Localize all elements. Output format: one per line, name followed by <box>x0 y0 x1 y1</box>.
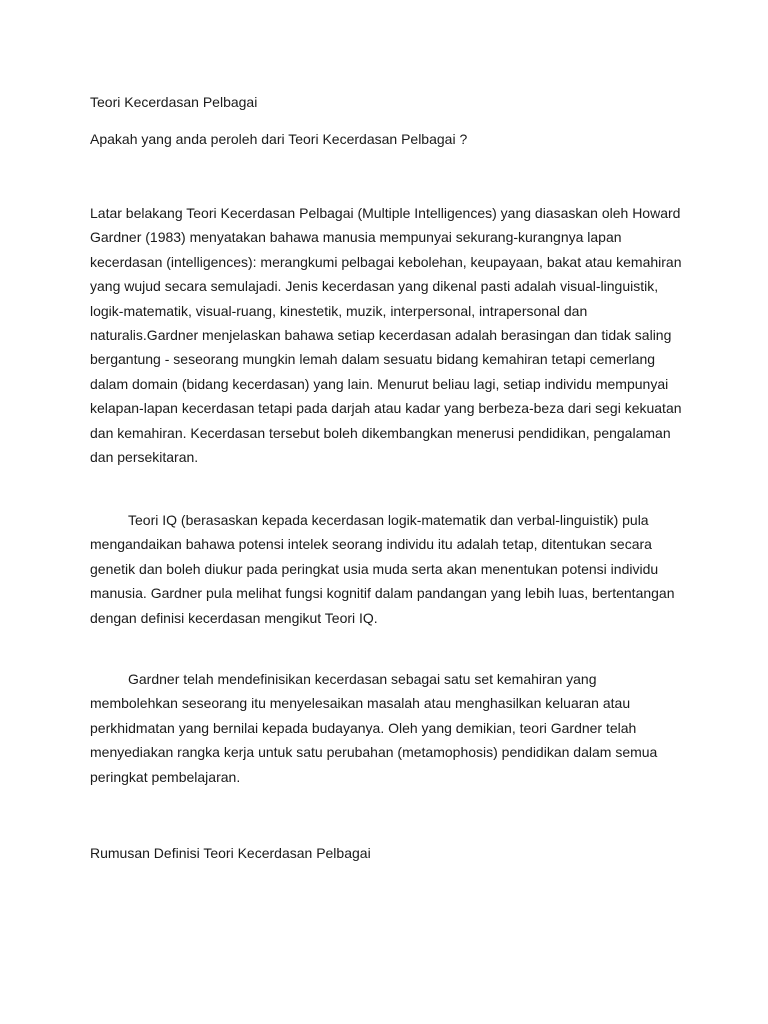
paragraph-line: dan kemahiran. Kecerdasan tersebut boleh dikembangkan menerusi pendidikan, pengalaman <box>90 424 671 441</box>
paragraph-line: bergantung - seseorang mungkin lemah dalam sesuatu bidang kemahiran tetapi cemerlang <box>90 351 656 368</box>
paragraph-line: yang wujud secara semulajadi. Jenis kecerdasan yang dikenal pasti adalah visual-linguistik, <box>90 278 659 295</box>
paragraph-line: mengandaikan bahawa potensi intelek seorang individu itu adalah tetap, ditentukan secara <box>90 536 652 553</box>
document-title: Teori Kecerdasan Pelbagai <box>90 94 258 110</box>
paragraph-line: kelapan-lapan kecerdasan tetapi pada darjah atau kadar yang berbeza-beza dari segi kekuatan <box>90 400 682 417</box>
paragraph-line: logik-matematik, visual-ruang, kinestetik, muzik, interpersonal, intrapersonal dan <box>90 302 588 319</box>
paragraph-line: Gardner telah mendefinisikan kecerdasan sebagai satu set kemahiran yang <box>128 671 597 687</box>
paragraph-line: dengan definisi kecerdasan mengikut Teori IQ. <box>90 609 378 626</box>
paragraph-background <box>90 201 690 469</box>
paragraph-iq-theory <box>90 508 690 630</box>
paragraph-line: dalam domain (bidang kecerdasan) yang lain. Menurut beliau lagi, setiap individu mempunyai <box>90 375 669 392</box>
paragraph-line: naturalis.Gardner menjelaskan bahawa setiap kecerdasan adalah berasingan dan tidak saling <box>90 327 672 344</box>
paragraph-line: dan persekitaran. <box>90 449 199 466</box>
paragraph-line: Teori IQ (berasaskan kepada kecerdasan logik-matematik dan verbal-linguistik) pula <box>128 512 649 528</box>
paragraph-line: kecerdasan (intelligences): merangkumi pelbagai kebolehan, keupayaan, bakat atau kemahiran <box>90 253 682 270</box>
paragraph-line: Gardner (1983) menyatakan bahawa manusia mempunyai sekurang-kurangnya lapan <box>90 229 622 246</box>
question-heading: Apakah yang anda peroleh dari Teori Kecerdasan Pelbagai ? <box>90 131 468 147</box>
paragraph-line: perkhidmatan yang bernilai kepada budayanya. Oleh yang demikian, teori Gardner telah <box>90 719 637 736</box>
paragraph-line: menyediakan rangka kerja untuk satu perubahan (metamophosis) pendidikan dalam semua <box>90 744 658 761</box>
paragraph-line: manusia. Gardner pula melihat fungsi kognitif dalam pandangan yang lebih luas, bertentangan <box>90 585 675 602</box>
paragraph-line: genetik dan boleh diukur pada peringkat usia muda serta akan menentukan potensi individu <box>90 560 659 577</box>
paragraph-gardner-definition <box>90 667 690 789</box>
paragraph-line: Latar belakang Teori Kecerdasan Pelbagai (Multiple Intelligences) yang diasaskan oleh Howard <box>90 205 681 221</box>
section-heading: Rumusan Definisi Teori Kecerdasan Pelbagai <box>90 845 371 861</box>
paragraph-line: membolehkan seseorang itu menyelesaikan masalah atau menghasilkan keluaran atau <box>90 695 631 712</box>
paragraph-line: peringkat pembelajaran. <box>90 768 241 785</box>
